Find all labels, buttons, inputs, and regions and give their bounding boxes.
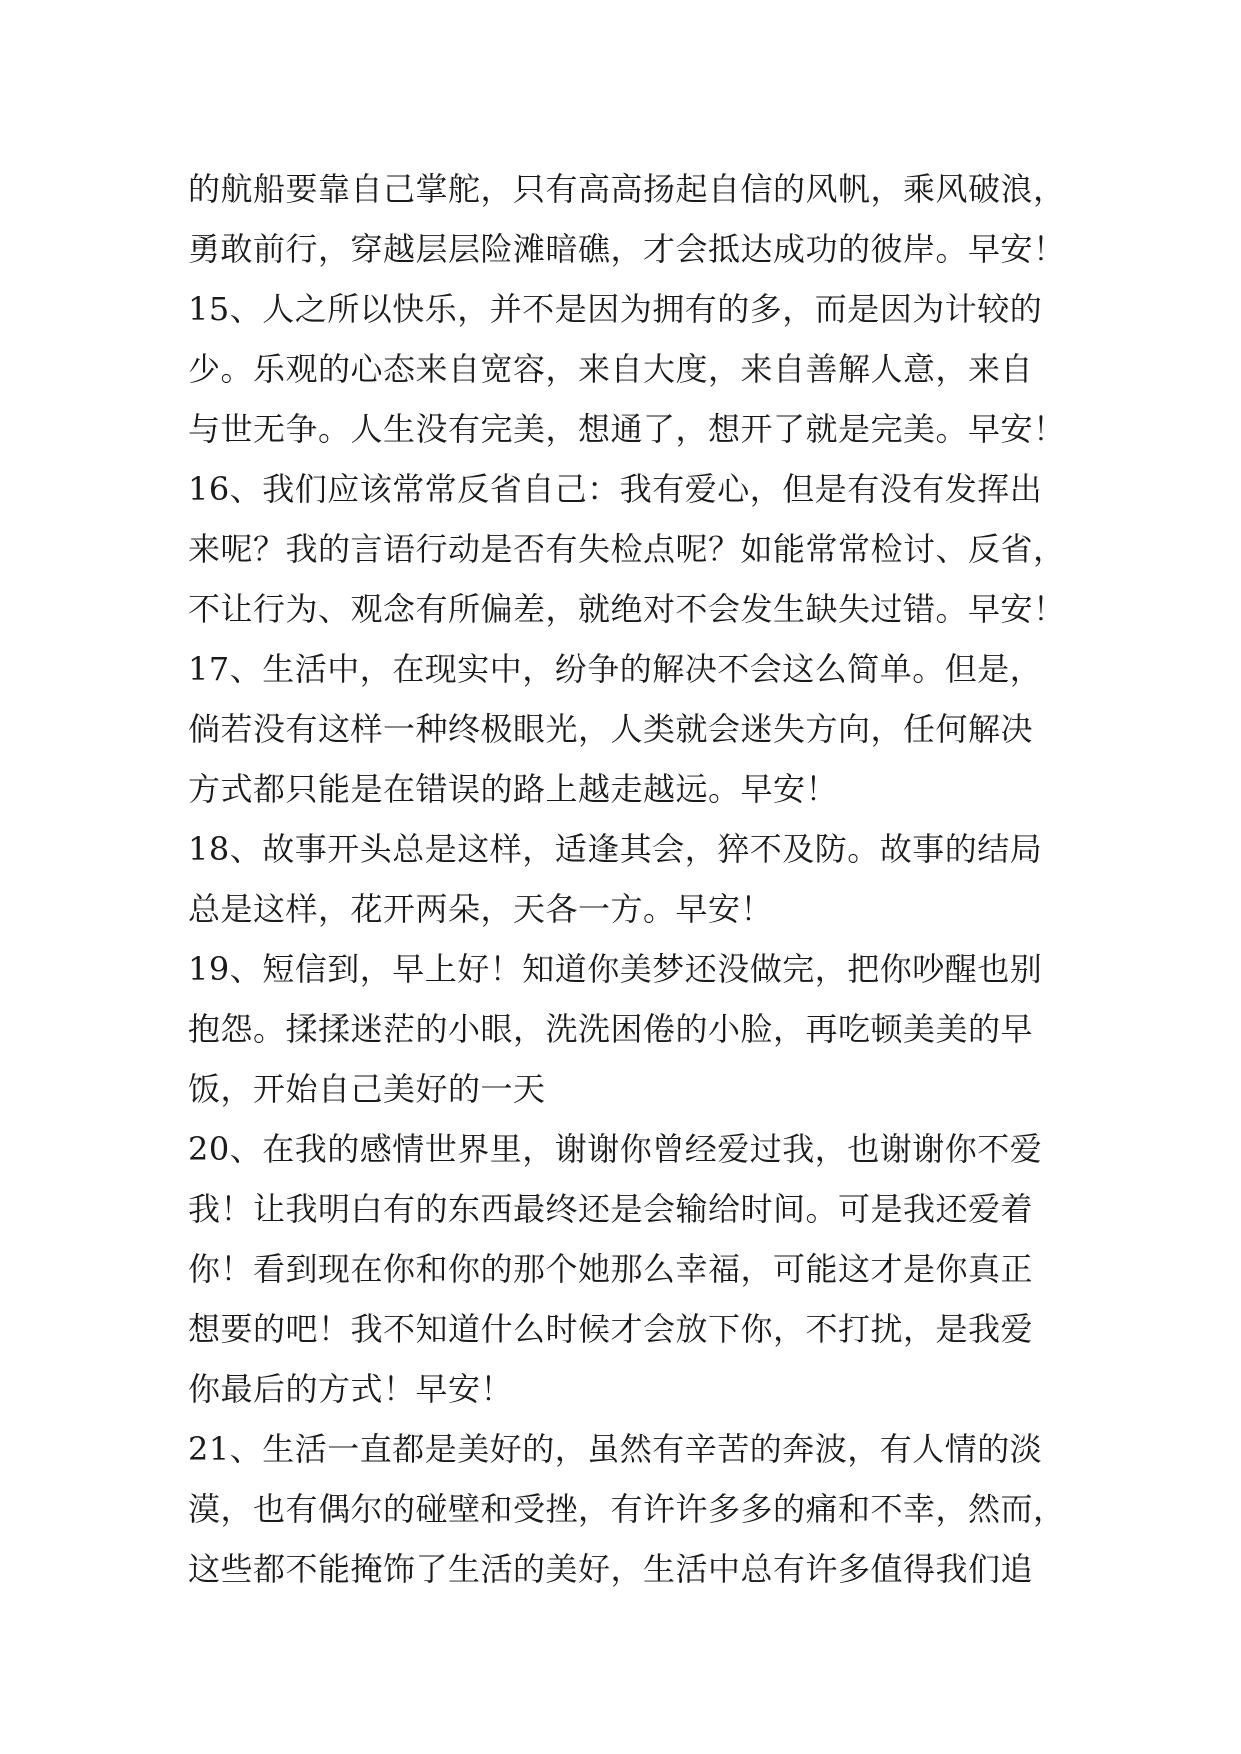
text-line: 这些都不能掩饰了生活的美好，生活中总有许多值得我们追 — [188, 1550, 1034, 1588]
text-line: 你！看到现在你和你的那个她那么幸福，可能这才是你真正 — [188, 1250, 1034, 1288]
text-line: 想要的吧！我不知道什么时候才会放下你，不打扰，是我爱 — [188, 1310, 1034, 1348]
text-line: 18、故事开头总是这样，适逢其会，猝不及防。故事的结局 — [188, 830, 1043, 868]
text-line: 少。乐观的心态来自宽容，来自大度，来自善解人意，来自 — [188, 350, 1034, 388]
text-line: 15、人之所以快乐，并不是因为拥有的多，而是因为计较的 — [188, 290, 1043, 328]
text-line: 漠，也有偶尔的碰壁和受挫，有许许多多的痛和不幸，然而， — [188, 1490, 1066, 1528]
text-line: 抱怨。揉揉迷茫的小眼，洗洗困倦的小脸，再吃顿美美的早 — [188, 1010, 1034, 1048]
text-line: 饭，开始自己美好的一天 — [188, 1070, 546, 1108]
text-line: 16、我们应该常常反省自己：我有爱心，但是有没有发挥出 — [188, 470, 1043, 508]
text-line: 总是这样，花开两朵，天各一方。早安！ — [188, 890, 774, 928]
text-line: 倘若没有这样一种终极眼光，人类就会迷失方向，任何解决 — [188, 710, 1034, 748]
text-line: 来呢？我的言语行动是否有失检点呢？如能常常检讨、反省， — [188, 530, 1066, 568]
text-line: 20、在我的感情世界里，谢谢你曾经爱过我，也谢谢你不爱 — [188, 1130, 1043, 1168]
document-body — [188, 159, 1068, 1599]
text-line: 你最后的方式！早安！ — [188, 1370, 514, 1408]
text-line: 方式都只能是在错误的路上越走越远。早安！ — [188, 770, 839, 808]
text-line: 17、生活中，在现实中，纷争的解决不会这么简单。但是， — [188, 650, 1043, 688]
text-line: 21、生活一直都是美好的，虽然有辛苦的奔波，有人情的淡 — [188, 1430, 1043, 1468]
text-line: 的航船要靠自己掌舵，只有高高扬起自信的风帆，乘风破浪， — [188, 170, 1066, 208]
text-line: 与世无争。人生没有完美，想通了，想开了就是完美。早安！ — [188, 410, 1066, 448]
text-line: 勇敢前行，穿越层层险滩暗礁，才会抵达成功的彼岸。早安！ — [188, 230, 1066, 268]
text-line: 我！让我明白有的东西最终还是会输给时间。可是我还爱着 — [188, 1190, 1034, 1228]
text-line: 19、短信到，早上好！知道你美梦还没做完，把你吵醒也别 — [188, 950, 1043, 988]
text-line: 不让行为、观念有所偏差，就绝对不会发生缺失过错。早安！ — [188, 590, 1066, 628]
